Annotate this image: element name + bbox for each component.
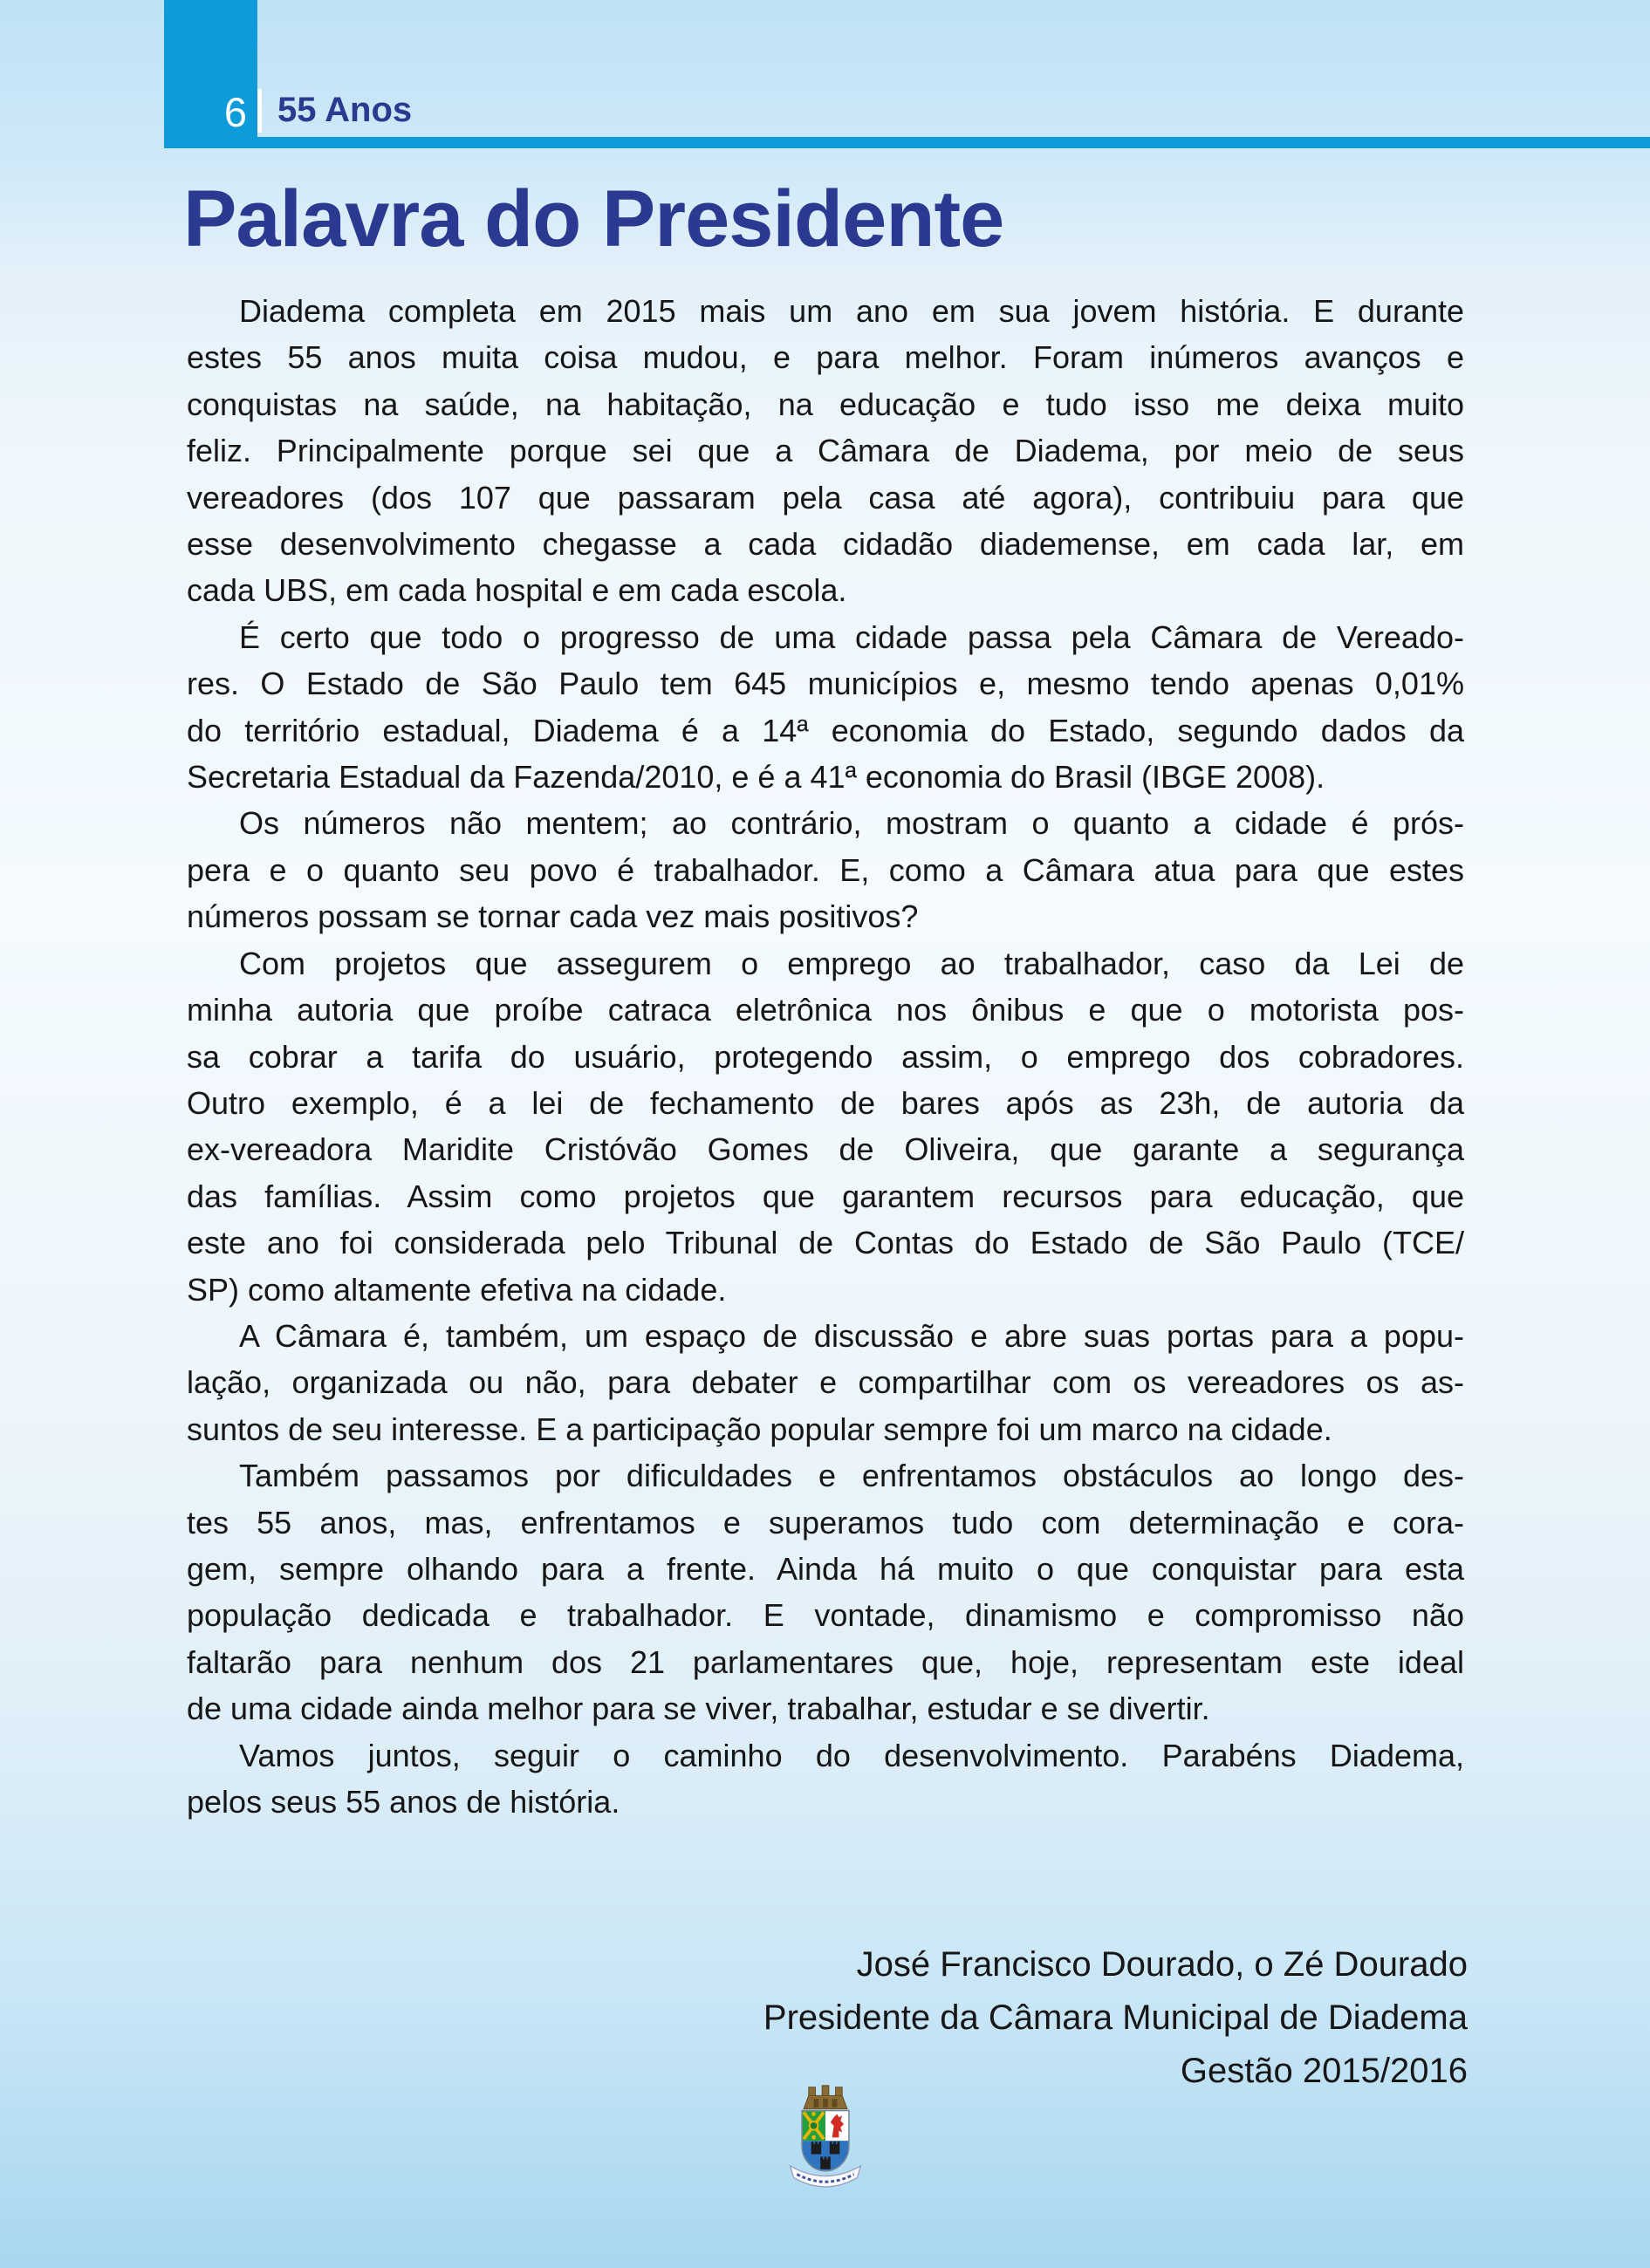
text-line: números possam se tornar cada vez mais positivos?: [187, 898, 919, 935]
text-line: tes 55 anos, mas, enfrentamos e superamos tudo com determinação e cora-: [187, 1504, 1464, 1540]
paragraph: [187, 1313, 1464, 1452]
text-line: gem, sempre olhando para a frente. Ainda há muito o que conquistar para esta: [187, 1550, 1464, 1587]
text-line: Vamos juntos, seguir o caminho do desenvolvimento. Parabéns Diadema,: [239, 1737, 1464, 1773]
text-line: conquistas na saúde, na habitação, na educação e tudo isso me deixa muito: [187, 386, 1464, 422]
text-line: Secretaria Estadual da Fazenda/2010, e é a 41ª economia do Brasil (IBGE 2008).: [187, 759, 1325, 796]
text-line: res. O Estado de São Paulo tem 645 municípios e, mesmo tendo apenas 0,01%: [187, 666, 1464, 702]
paragraph: [187, 288, 1464, 614]
coat-of-arms-icon: [784, 2085, 867, 2203]
header-separator: [257, 89, 262, 133]
text-line: do território estadual, Diadema é a 14ª economia do Estado, segundo dados da: [187, 712, 1464, 748]
signature-name: José Francisco Dourado, o Zé Dourado: [856, 1945, 1468, 1984]
text-line: esse desenvolvimento chegasse a cada cidadão diademense, em cada lar, em: [187, 526, 1464, 563]
diadema-coat-of-arms: [784, 2085, 867, 2203]
text-line: Diadema completa em 2015 mais um ano em sua jovem história. E durante: [239, 293, 1464, 329]
article-body: [187, 288, 1464, 1825]
paragraph: [187, 800, 1464, 939]
text-line: pelos seus 55 anos de história.: [187, 1784, 620, 1820]
text-line: minha autoria que proíbe catraca eletrônica nos ônibus e que o motorista pos-: [187, 992, 1464, 1028]
edition-label: 55 Anos: [277, 91, 413, 129]
text-line: Também passamos por dificuldades e enfrentamos obstáculos ao longo des-: [239, 1458, 1464, 1494]
text-line: A Câmara é, também, um espaço de discussão e abre suas portas para a popu-: [239, 1317, 1464, 1354]
text-line: feliz. Principalmente porque sei que a Câmara de Diadema, por meio de seus: [187, 433, 1464, 469]
paragraph: [187, 1732, 1464, 1826]
text-line: suntos de seu interesse. E a participação popular sempre foi um marco na cidade.: [187, 1411, 1332, 1447]
text-line: pera e o quanto seu povo é trabalhador. E, como a Câmara atua para que estes: [187, 851, 1464, 888]
text-line: este ano foi considerada pelo Tribunal de Contas do Estado de São Paulo (TCE/: [187, 1225, 1464, 1261]
text-line: vereadores (dos 107 que passaram pela casa até agora), contribuiu para que: [187, 479, 1464, 516]
paragraph: [187, 940, 1464, 1313]
text-line: cada UBS, em cada hospital e em cada escola.: [187, 572, 847, 609]
header-rule: [257, 137, 1650, 148]
text-line: Outro exemplo, é a lei de fechamento de bares após as 23h, de autoria da: [187, 1084, 1464, 1121]
text-line: população dedicada e trabalhador. E vontade, dinamismo e compromisso não: [187, 1597, 1464, 1634]
paragraph: [187, 614, 1464, 801]
signature-role: Presidente da Câmara Municipal de Diadema: [763, 1998, 1468, 2037]
text-line: ex-vereadora Maridite Cristóvão Gomes de Oliveira, que garante a segurança: [187, 1131, 1464, 1168]
text-line: SP) como altamente efetiva na cidade.: [187, 1271, 727, 1308]
article-title: Palavra do Presidente: [183, 174, 1004, 263]
signature-term: Gestão 2015/2016: [1180, 2052, 1468, 2090]
text-line: sa cobrar a tarifa do usuário, protegendo assim, o emprego dos cobradores.: [187, 1038, 1464, 1075]
text-line: Os números não mentem; ao contrário, mostram o quanto a cidade é prós-: [239, 805, 1464, 842]
page-number: 6: [223, 89, 247, 135]
text-line: estes 55 anos muita coisa mudou, e para melhor. Foram inúmeros avanços e: [187, 339, 1464, 376]
text-line: É certo que todo o progresso de uma cidade passa pela Câmara de Vereado-: [239, 618, 1464, 655]
signature-block: [187, 1938, 1468, 2098]
text-line: lação, organizada ou não, para debater e compartilhar com os vereadores os as-: [187, 1364, 1464, 1401]
text-line: de uma cidade ainda melhor para se viver, trabalhar, estudar e se divertir.: [187, 1691, 1210, 1727]
paragraph: [187, 1452, 1464, 1732]
text-line: Com projetos que assegurem o emprego ao trabalhador, caso da Lei de: [239, 945, 1464, 981]
text-line: faltarão para nenhum dos 21 parlamentares que, hoje, representam este ideal: [187, 1643, 1464, 1680]
page-number-bar: [164, 0, 257, 148]
text-line: das famílias. Assim como projetos que garantem recursos para educação, que: [187, 1178, 1464, 1214]
